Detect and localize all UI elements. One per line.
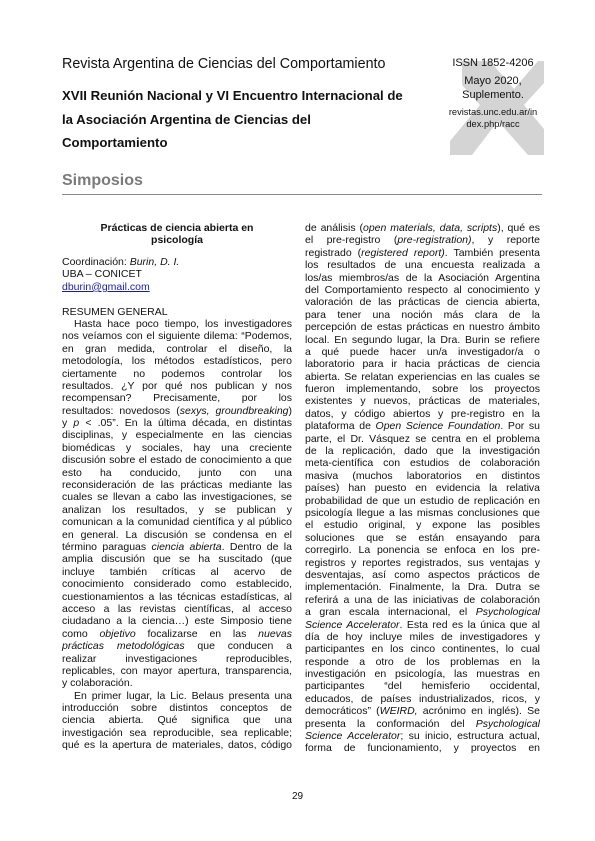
section-divider (62, 194, 542, 195)
text-run: masiva (muchos laboratorios en distintos (305, 469, 540, 482)
text-line (62, 380, 292, 392)
text-line (305, 309, 540, 321)
text-run: amplia discusión que se ha suscitado (que (62, 553, 292, 566)
article-title-line: psicología (151, 234, 203, 247)
text-run: término paraguas (62, 540, 152, 553)
text-line (305, 643, 540, 655)
emphasis-text: open materials, data, scripts (362, 222, 498, 234)
text-run: . Por su (500, 420, 540, 433)
left-column (62, 256, 292, 752)
text-run: y colaboración. (62, 677, 133, 690)
text-run: ciertamente no podemos controlar los (62, 367, 292, 380)
right-body-text (305, 222, 540, 755)
text-line (62, 368, 292, 380)
text-run: focalizarse en las (135, 627, 259, 640)
text-run: nos veíamos con el siguiente dilema: “Podemos, (62, 330, 292, 343)
text-run: corregirlo. La ponencia se enfoca en los pre- (305, 544, 540, 557)
text-run: plataforma de (305, 420, 376, 433)
text-run: acrónimo en inglés). Se (417, 705, 540, 718)
text-line (62, 603, 292, 615)
text-run: cuestionamientos a las técnicas estadísticas, al (62, 590, 292, 603)
text-line (305, 705, 540, 717)
text-line (62, 653, 292, 665)
text-line (62, 566, 292, 578)
text-line (62, 739, 292, 751)
text-line (305, 680, 540, 692)
text-line (305, 668, 540, 680)
text-run: parte, el Dr. Vásquez se centra en el problema (305, 432, 540, 445)
text-line (62, 392, 292, 404)
text-line (305, 457, 540, 469)
text-line (62, 330, 292, 342)
text-line (305, 358, 540, 370)
text-run: ciencia abierta. Qué significa que una (62, 714, 292, 727)
text-run: participantes en los cinco continentes, lo cual (305, 643, 540, 656)
text-run: implementación. Finalmente, la Dra. Dutra se (305, 581, 540, 594)
text-run: de la replicación, dado que la investigación (305, 445, 540, 458)
text-run: analizan los resultados, y se publican y (62, 503, 292, 516)
text-run: acceso a las revistas científicas, al acceso (62, 602, 292, 615)
text-line (305, 395, 540, 407)
text-line (62, 591, 292, 603)
coordination-label: Coordinación: (62, 256, 130, 268)
text-line (305, 284, 540, 296)
text-line (305, 693, 540, 705)
event-title (62, 84, 434, 155)
text-run: y (62, 417, 74, 430)
text-line (305, 321, 540, 333)
text-run: países) han puesto en evidencia la relativa (305, 482, 540, 495)
text-run: esto ha conducido, junto con una (62, 466, 292, 479)
text-line (62, 429, 292, 441)
text-line (305, 619, 540, 631)
text-run: disciplinas, y especialmente en las ciencias (62, 429, 292, 442)
text-line (305, 569, 540, 581)
coordinator-name: Burin, D. I. (129, 256, 180, 268)
text-run: forma de funcionamiento, y proyectos en (305, 742, 540, 755)
text-line (305, 482, 540, 494)
text-run: investigación en psicología, las muestras en (305, 668, 540, 681)
text-run: registrado ( (305, 246, 362, 259)
emphasis-text: ciencia abierta (151, 540, 222, 553)
right-column (305, 222, 540, 755)
text-run: discusión sobre el estado de conocimiento a que (62, 454, 292, 467)
text-line (62, 318, 292, 330)
text-run: ) (288, 404, 293, 417)
text-line (305, 557, 540, 569)
text-run: . También presenta (444, 246, 540, 259)
text-line (62, 714, 292, 726)
text-line (62, 640, 292, 652)
text-line (305, 606, 540, 618)
text-line (62, 529, 292, 541)
text-line (62, 578, 292, 590)
emphasis-text: Science Accelerator (305, 730, 401, 743)
text-run: meta-científica con estudios de colaboración (305, 457, 540, 470)
page-number: 29 (291, 791, 304, 802)
text-run: probabilidad de que un estudio de replicación en (305, 494, 540, 507)
text-run: . Esta red es la única que al (399, 618, 540, 631)
text-run: resultados: novedosos ( (62, 404, 180, 417)
text-run: < .05”. En la última década, en distintas (79, 417, 292, 430)
text-run: abierta. Se relatan experiencias en las cuales se (305, 370, 540, 383)
text-line (305, 296, 540, 308)
text-line (305, 495, 540, 507)
text-line (62, 355, 292, 367)
text-run: datos, y código abiertos y pre-registro en la (305, 407, 540, 420)
text-run: Hasta hace poco tiempo, los investigadores (74, 317, 292, 330)
text-line (62, 628, 292, 640)
text-line (305, 259, 540, 271)
text-line (305, 408, 540, 420)
url-line: dex.php/racc (466, 119, 520, 129)
text-run: de análisis ( (305, 222, 363, 234)
text-run: fueron implementando, sobre los proyectos (305, 383, 540, 396)
text-line (305, 346, 540, 358)
text-line (305, 371, 540, 383)
emphasis-text: registered report) (361, 246, 445, 259)
text-run: biomédicas y sociales, hay una creciente (62, 441, 292, 454)
text-run: los resultados de una encuesta realizada a (305, 259, 540, 272)
text-line (62, 665, 292, 677)
text-line (305, 383, 540, 395)
text-run: participantes “del hemisferio occidental, (305, 680, 540, 693)
text-line (305, 742, 540, 754)
text-run: reconsideración de las prácticas mediante las (62, 479, 292, 492)
text-run: realizar investigaciones reproducibles, (62, 652, 292, 665)
emphasis-text: prácticas metodológicas (62, 640, 185, 653)
text-run: el estudio original, y expone las posibles (305, 519, 540, 532)
text-line (62, 405, 292, 417)
issue-date: Mayo 2020, (464, 75, 522, 87)
text-run: como (62, 627, 100, 640)
text-line (305, 247, 540, 259)
text-line (62, 454, 292, 466)
emphasis-text: nuevas (258, 627, 292, 640)
event-line: la Asociación Argentina de Ciencias del (62, 111, 311, 127)
text-line (62, 467, 292, 479)
text-run: replicables, con mayor apertura, transparencia, (62, 664, 292, 677)
text-line (62, 417, 292, 429)
text-run: registros y reportes registrados, sus ventajas y (305, 556, 540, 569)
text-line (305, 420, 540, 432)
text-line (305, 656, 540, 668)
text-line (62, 553, 292, 565)
blank-line (62, 293, 292, 305)
text-run: en general. La discusión se condensa en el (62, 528, 292, 541)
text-run: resultados. ¿Y por qué nos publican y nos (62, 379, 292, 392)
text-line (305, 234, 540, 246)
text-run: democráticos” ( (305, 705, 380, 718)
text-line (305, 631, 540, 643)
text-run: a gran escala internacional, el (305, 606, 476, 619)
emphasis-text: pre-registration) (397, 234, 472, 247)
text-run: qué es la apertura de materiales, datos, código (62, 739, 292, 752)
summary-heading: RESUMEN GENERAL (62, 305, 168, 318)
text-line (62, 479, 292, 491)
text-run: valoración de las prácticas de ciencia abierta, (305, 296, 540, 309)
text-run: educados, de países industrializados, ricos, y (305, 692, 540, 705)
text-run: que conducen a (184, 640, 293, 653)
text-line (305, 718, 540, 730)
emphasis-text: Science Accelerator (305, 618, 400, 631)
text-run: laboratorio para ir hacia prácticas de ciencia (305, 358, 540, 371)
event-line: XVII Reunión Nacional y VI Encuentro Internacional de (62, 88, 403, 103)
section-title: Simposios (62, 172, 143, 189)
text-line (305, 222, 540, 234)
text-run: para tener una noción más clara de la (305, 308, 540, 321)
text-line (62, 615, 292, 627)
text-run: recompensan? Precisamente, por los (62, 392, 292, 405)
text-run: soluciones que se están ensayando para (305, 531, 540, 544)
article-title-line: Prácticas de ciencia abierta en (100, 222, 254, 234)
text-run: conocimiento considerado como establecido, (62, 578, 292, 591)
text-line (62, 727, 292, 739)
text-line (62, 442, 292, 454)
text-line (305, 433, 540, 445)
text-run: comunican a la comunidad científica y al público (62, 516, 292, 529)
coordination-line (62, 256, 292, 268)
text-run: psicología llegue a las mismas conclusiones que (305, 506, 540, 519)
text-run: los/as miembros/as de la Asociación Argentina (305, 271, 540, 284)
text-line (62, 690, 292, 702)
article-title (62, 222, 292, 247)
email-line (62, 281, 292, 293)
text-run: cuales se llevan a cabo las investigaciones, se (62, 491, 292, 504)
text-run: En primer lugar, la Lic. Belaus presenta una (74, 689, 292, 702)
text-run: percepción de estas prácticas en nuestro ámbito (305, 321, 540, 334)
text-line (305, 532, 540, 544)
text-run: investigación sea reproducible, sea replicable; (62, 726, 292, 739)
text-run: metodología, los métodos estadísticos, pero (62, 355, 292, 368)
emphasis-text: Open Science Foundation (375, 420, 501, 433)
text-line (62, 504, 292, 516)
emphasis-text: objetivo (99, 627, 136, 640)
text-run: del Comportamiento respecto al conocimiento y (305, 283, 540, 296)
text-line (62, 702, 292, 714)
event-line: Comportamiento (62, 135, 168, 150)
text-line (305, 581, 540, 593)
emphasis-text: WEIRD, (379, 705, 418, 718)
text-run: responde a otro de los problemas en la (305, 655, 540, 668)
emphasis-text: Psychological (475, 717, 540, 730)
text-line (305, 519, 540, 531)
text-run: , y reporte (471, 234, 540, 247)
email-link[interactable]: dburin@gmail.com (62, 280, 150, 293)
affiliation: UBA – CONICET (62, 268, 142, 281)
text-run: . Dentro de la (221, 540, 292, 553)
text-run: en gran medida, controlar el diseño, la (62, 342, 292, 355)
text-line (62, 516, 292, 528)
text-line (305, 507, 540, 519)
text-run: a qué puede hacer un/a investigador/a o (305, 345, 540, 358)
issue-supplement: Suplemento. (462, 89, 524, 101)
text-run: presenta la conformación del (305, 717, 476, 730)
text-run: el pre-registro ( (305, 234, 398, 247)
text-run: ciudadano a la ciencia…) este Simposio tiene (62, 615, 292, 628)
text-line (305, 470, 540, 482)
emphasis-text: Psychological (475, 606, 540, 619)
text-run: día de hoy incluye miles de investigadores y (305, 630, 540, 643)
issn-number: ISSN 1852-4206 (452, 57, 534, 69)
text-run: introducción sobre distintos conceptos de (62, 702, 292, 715)
text-run: referirá a una de las iniciativas de colaboración (305, 593, 540, 606)
left-body-text (62, 318, 292, 752)
text-run: existentes y nuevos, prácticas de materiales, (305, 395, 540, 408)
emphasis-text: p (73, 417, 80, 430)
url-line: revistas.unc.edu.ar/in (448, 107, 538, 117)
text-line (305, 445, 540, 457)
text-line (62, 541, 292, 553)
text-line (62, 491, 292, 503)
journal-url[interactable] (444, 106, 542, 130)
text-run: incluye también críticas al acervo de (62, 565, 292, 578)
text-line (305, 594, 540, 606)
journal-title: Revista Argentina de Ciencias del Comportamiento (62, 56, 386, 72)
text-line (62, 677, 292, 689)
text-run: desventajas, así como aspectos prácticos de (305, 568, 540, 581)
issn-block (444, 56, 542, 130)
text-line (305, 272, 540, 284)
text-run: ; su inicio, estructura actual, (400, 730, 540, 743)
text-run: ), qué es (497, 222, 541, 234)
text-line (305, 544, 540, 556)
text-line (305, 334, 540, 346)
emphasis-text: sexys, groundbreaking (179, 404, 289, 417)
text-run: local. En segundo lugar, la Dra. Burin se refiere (305, 333, 540, 346)
text-line (305, 730, 540, 742)
text-line (62, 343, 292, 355)
